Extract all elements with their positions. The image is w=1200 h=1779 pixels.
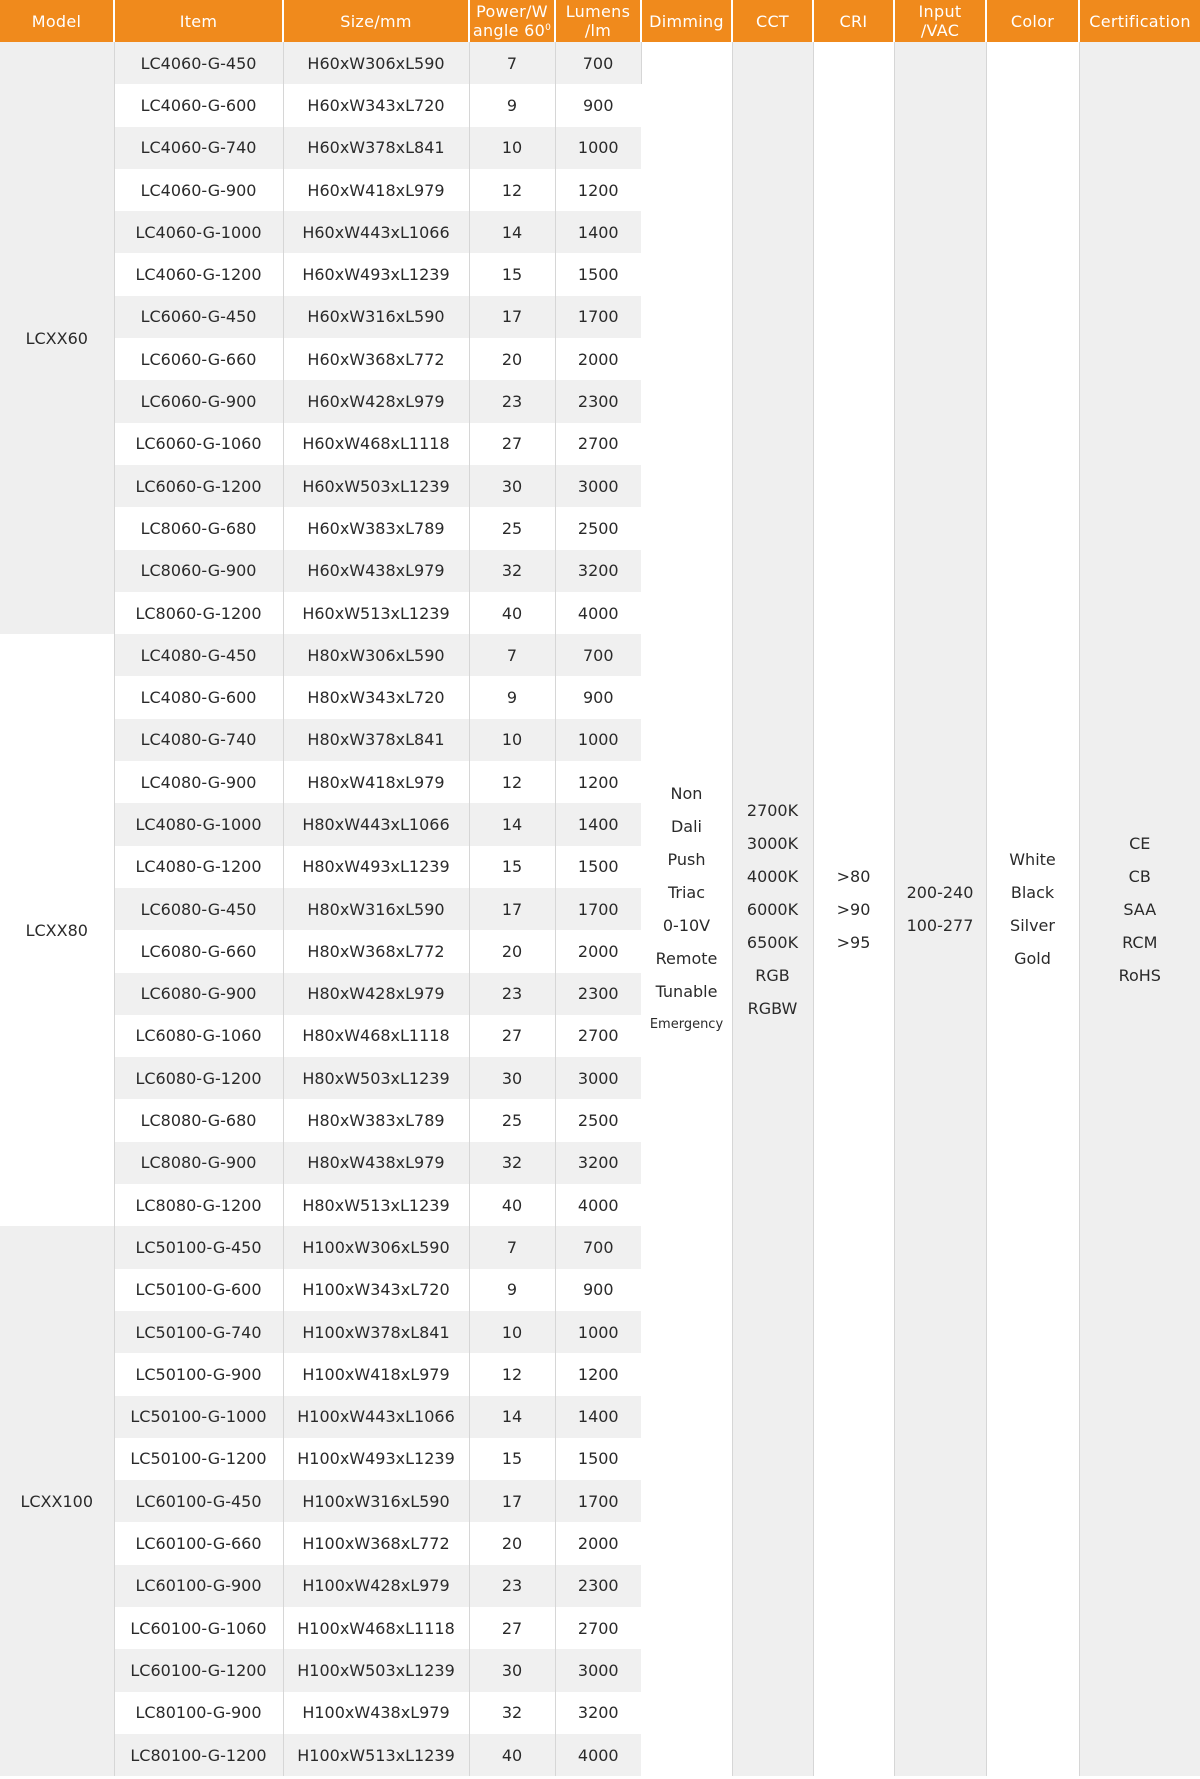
lumens-cell: 4000 [555,592,641,634]
lumens-cell: 3000 [555,465,641,507]
power-cell: 10 [469,719,555,761]
cct-cell [732,42,813,1776]
power-cell: 25 [469,507,555,549]
item-cell: LC80100-G-1200 [114,1734,283,1776]
size-cell: H100xW493xL1239 [283,1438,469,1480]
lumens-cell: 2000 [555,338,641,380]
dimming-value: Non [670,784,703,804]
lumens-cell: 2700 [555,423,641,465]
certification-value: CE [1129,833,1151,853]
cct-value: RGB [755,965,790,985]
certification-value: SAA [1123,899,1157,919]
power-cell: 23 [469,973,555,1015]
color-value: Gold [1014,949,1051,969]
lumens-cell: 1500 [555,253,641,295]
cri-value: >80 [836,866,871,886]
power-cell: 20 [469,338,555,380]
lumens-cell: 1400 [555,211,641,253]
power-cell: 17 [469,1480,555,1522]
lumens-cell: 700 [555,42,641,84]
size-cell: H80xW343xL720 [283,676,469,718]
power-cell: 17 [469,296,555,338]
certification-cell [1079,42,1200,1776]
item-cell: LC4060-G-450 [114,42,283,84]
power-cell: 32 [469,550,555,592]
color-value: White [1009,850,1056,870]
certification-value: RoHS [1118,965,1161,985]
lumens-cell: 1000 [555,127,641,169]
header-certification: Certification [1079,0,1200,42]
item-cell: LC4080-G-1200 [114,846,283,888]
header-model: Model [0,0,114,42]
size-cell: H80xW503xL1239 [283,1057,469,1099]
power-cell: 25 [469,1099,555,1141]
power-cell: 12 [469,169,555,211]
lumens-cell: 2000 [555,930,641,972]
header-cri: CRI [813,0,894,42]
power-cell: 10 [469,127,555,169]
lumens-cell: 2700 [555,1015,641,1057]
dimming-value: Push [667,850,706,870]
dimming-value: Triac [667,883,706,903]
header-cct: CCT [732,0,813,42]
item-cell: LC6080-G-450 [114,888,283,930]
certification-value: CB [1128,866,1151,886]
cct-value: 3000K [746,833,799,853]
item-cell: LC8080-G-900 [114,1142,283,1184]
power-cell: 14 [469,211,555,253]
lumens-cell: 4000 [555,1734,641,1776]
cct-value: 4000K [746,866,799,886]
input-cell [894,42,986,1776]
size-cell: H100xW443xL1066 [283,1396,469,1438]
size-cell: H60xW368xL772 [283,338,469,380]
header-power-line2: angle 60 [472,21,546,40]
item-cell: LC4080-G-600 [114,676,283,718]
item-cell: LC60100-G-1200 [114,1649,283,1691]
power-cell: 7 [469,1226,555,1268]
power-cell: 15 [469,1438,555,1480]
item-cell: LC4060-G-1200 [114,253,283,295]
power-cell: 40 [469,1184,555,1226]
item-cell: LC6060-G-660 [114,338,283,380]
size-cell: H80xW418xL979 [283,761,469,803]
lumens-cell: 1400 [555,1396,641,1438]
color-value: Silver [1010,916,1055,936]
power-cell: 9 [469,84,555,126]
item-cell: LC8060-G-680 [114,507,283,549]
item-cell: LC80100-G-900 [114,1692,283,1734]
item-cell: LC4060-G-600 [114,84,283,126]
power-cell: 9 [469,1269,555,1311]
size-cell: H80xW306xL590 [283,634,469,676]
power-cell: 32 [469,1692,555,1734]
power-cell: 9 [469,676,555,718]
power-cell: 10 [469,1311,555,1353]
color-value: Black [1010,883,1055,903]
item-cell: LC4080-G-900 [114,761,283,803]
header-row [0,0,1200,42]
size-cell: H100xW503xL1239 [283,1649,469,1691]
lumens-cell: 3000 [555,1057,641,1099]
item-cell: LC50100-G-1000 [114,1396,283,1438]
power-cell: 27 [469,1607,555,1649]
color-cell [986,42,1079,1776]
power-cell: 32 [469,1142,555,1184]
power-cell: 20 [469,1522,555,1564]
lumens-cell: 1200 [555,169,641,211]
item-cell: LC4060-G-740 [114,127,283,169]
dimming-cell [641,42,732,1776]
lumens-cell: 900 [555,1269,641,1311]
lumens-cell: 1500 [555,1438,641,1480]
lumens-cell: 3200 [555,1692,641,1734]
lumens-cell: 900 [555,676,641,718]
header-lumens-line1: Lumens [565,2,631,21]
item-cell: LC4080-G-1000 [114,803,283,845]
lumens-cell: 3000 [555,1649,641,1691]
header-item: Item [114,0,283,42]
item-cell: LC60100-G-450 [114,1480,283,1522]
item-cell: LC6060-G-1200 [114,465,283,507]
size-cell: H100xW306xL590 [283,1226,469,1268]
item-cell: LC8060-G-1200 [114,592,283,634]
model-cell: LCXX100 [0,1226,114,1776]
power-cell: 27 [469,1015,555,1057]
dimming-value: 0-10V [662,916,711,936]
lumens-cell: 3200 [555,1142,641,1184]
power-cell: 40 [469,592,555,634]
model-cell: LCXX80 [0,634,114,1226]
cri-cell [813,42,894,1776]
power-cell: 7 [469,42,555,84]
size-cell: H60xW503xL1239 [283,465,469,507]
header-lumens-line2: /lm [584,21,612,40]
size-cell: H100xW438xL979 [283,1692,469,1734]
table-body [0,42,1200,1776]
lumens-cell: 2300 [555,380,641,422]
dimming-value: Remote [655,949,718,969]
size-cell: H60xW383xL789 [283,507,469,549]
item-cell: LC4080-G-740 [114,719,283,761]
size-cell: H60xW468xL1118 [283,423,469,465]
header-input-line1: Input [918,2,962,21]
size-cell: H60xW443xL1066 [283,211,469,253]
size-cell: H100xW316xL590 [283,1480,469,1522]
dimming-value: Dali [670,817,702,837]
lumens-cell: 4000 [555,1184,641,1226]
item-cell: LC50100-G-900 [114,1353,283,1395]
table-row [0,42,1200,84]
lumens-cell: 1200 [555,761,641,803]
lumens-cell: 1700 [555,296,641,338]
item-cell: LC8080-G-680 [114,1099,283,1141]
item-cell: LC8080-G-1200 [114,1184,283,1226]
lumens-cell: 1000 [555,719,641,761]
size-cell: H80xW383xL789 [283,1099,469,1141]
size-cell: H60xW438xL979 [283,550,469,592]
item-cell: LC6080-G-1200 [114,1057,283,1099]
item-cell: LC4060-G-900 [114,169,283,211]
item-cell: LC6080-G-900 [114,973,283,1015]
power-cell: 14 [469,803,555,845]
size-cell: H60xW513xL1239 [283,592,469,634]
power-cell: 40 [469,1734,555,1776]
header-input [894,0,986,42]
cct-value: 6000K [746,899,799,919]
item-cell: LC50100-G-450 [114,1226,283,1268]
lumens-cell: 1200 [555,1353,641,1395]
item-cell: LC60100-G-1060 [114,1607,283,1649]
header-color: Color [986,0,1079,42]
item-cell: LC6080-G-1060 [114,1015,283,1057]
size-cell: H80xW378xL841 [283,719,469,761]
lumens-cell: 1000 [555,1311,641,1353]
header-dimming: Dimming [641,0,732,42]
lumens-cell: 2500 [555,507,641,549]
power-cell: 23 [469,380,555,422]
cct-value: 2700K [746,800,799,820]
power-cell: 12 [469,761,555,803]
lumens-cell: 700 [555,1226,641,1268]
size-cell: H100xW418xL979 [283,1353,469,1395]
dimming-value: Emergency [649,1017,724,1033]
item-cell: LC50100-G-600 [114,1269,283,1311]
size-cell: H80xW316xL590 [283,888,469,930]
size-cell: H80xW443xL1066 [283,803,469,845]
size-cell: H100xW368xL772 [283,1522,469,1564]
size-cell: H100xW513xL1239 [283,1734,469,1776]
size-cell: H80xW493xL1239 [283,846,469,888]
power-cell: 15 [469,846,555,888]
size-cell: H80xW428xL979 [283,973,469,1015]
lumens-cell: 2300 [555,1565,641,1607]
size-cell: H80xW468xL1118 [283,1015,469,1057]
item-cell: LC4060-G-1000 [114,211,283,253]
power-cell: 14 [469,1396,555,1438]
certification-value: RCM [1122,932,1158,952]
power-cell: 20 [469,930,555,972]
power-cell: 17 [469,888,555,930]
model-cell: LCXX60 [0,42,114,634]
item-cell: LC50100-G-740 [114,1311,283,1353]
power-cell: 23 [469,1565,555,1607]
power-cell: 12 [469,1353,555,1395]
item-cell: LC60100-G-660 [114,1522,283,1564]
size-cell: H60xW428xL979 [283,380,469,422]
item-cell: LC4080-G-450 [114,634,283,676]
lumens-cell: 1500 [555,846,641,888]
input-value: 100-277 [906,916,974,936]
header-lumens [555,0,641,42]
item-cell: LC6060-G-900 [114,380,283,422]
cri-value: >90 [836,899,871,919]
lumens-cell: 2000 [555,1522,641,1564]
power-cell: 27 [469,423,555,465]
header-input-line2: /VAC [920,21,960,40]
lumens-cell: 1400 [555,803,641,845]
item-cell: LC6060-G-1060 [114,423,283,465]
size-cell: H80xW513xL1239 [283,1184,469,1226]
lumens-cell: 2500 [555,1099,641,1141]
lumens-cell: 700 [555,634,641,676]
size-cell: H80xW368xL772 [283,930,469,972]
item-cell: LC8060-G-900 [114,550,283,592]
cct-value: RGBW [747,998,798,1018]
lumens-cell: 900 [555,84,641,126]
header-power [469,0,555,42]
header-power-line1: Power/W [476,2,548,21]
power-cell: 30 [469,1057,555,1099]
size-cell: H60xW493xL1239 [283,253,469,295]
power-cell: 15 [469,253,555,295]
item-cell: LC50100-G-1200 [114,1438,283,1480]
size-cell: H60xW316xL590 [283,296,469,338]
item-cell: LC6080-G-660 [114,930,283,972]
size-cell: H60xW343xL720 [283,84,469,126]
size-cell: H100xW343xL720 [283,1269,469,1311]
power-cell: 30 [469,1649,555,1691]
size-cell: H100xW378xL841 [283,1311,469,1353]
size-cell: H100xW428xL979 [283,1565,469,1607]
size-cell: H100xW468xL1118 [283,1607,469,1649]
size-cell: H60xW306xL590 [283,42,469,84]
header-size: Size/mm [283,0,469,42]
cct-value: 6500K [746,932,799,952]
lumens-cell: 2700 [555,1607,641,1649]
cri-value: >95 [836,932,871,952]
item-cell: LC60100-G-900 [114,1565,283,1607]
size-cell: H60xW418xL979 [283,169,469,211]
input-value: 200-240 [906,883,974,903]
header-power-degree: 0 [545,23,552,33]
lumens-cell: 3200 [555,550,641,592]
lumens-cell: 2300 [555,973,641,1015]
lumens-cell: 1700 [555,888,641,930]
size-cell: H60xW378xL841 [283,127,469,169]
lumens-cell: 1700 [555,1480,641,1522]
size-cell: H80xW438xL979 [283,1142,469,1184]
power-cell: 30 [469,465,555,507]
dimming-value: Tunable [655,982,718,1002]
power-cell: 7 [469,634,555,676]
item-cell: LC6060-G-450 [114,296,283,338]
